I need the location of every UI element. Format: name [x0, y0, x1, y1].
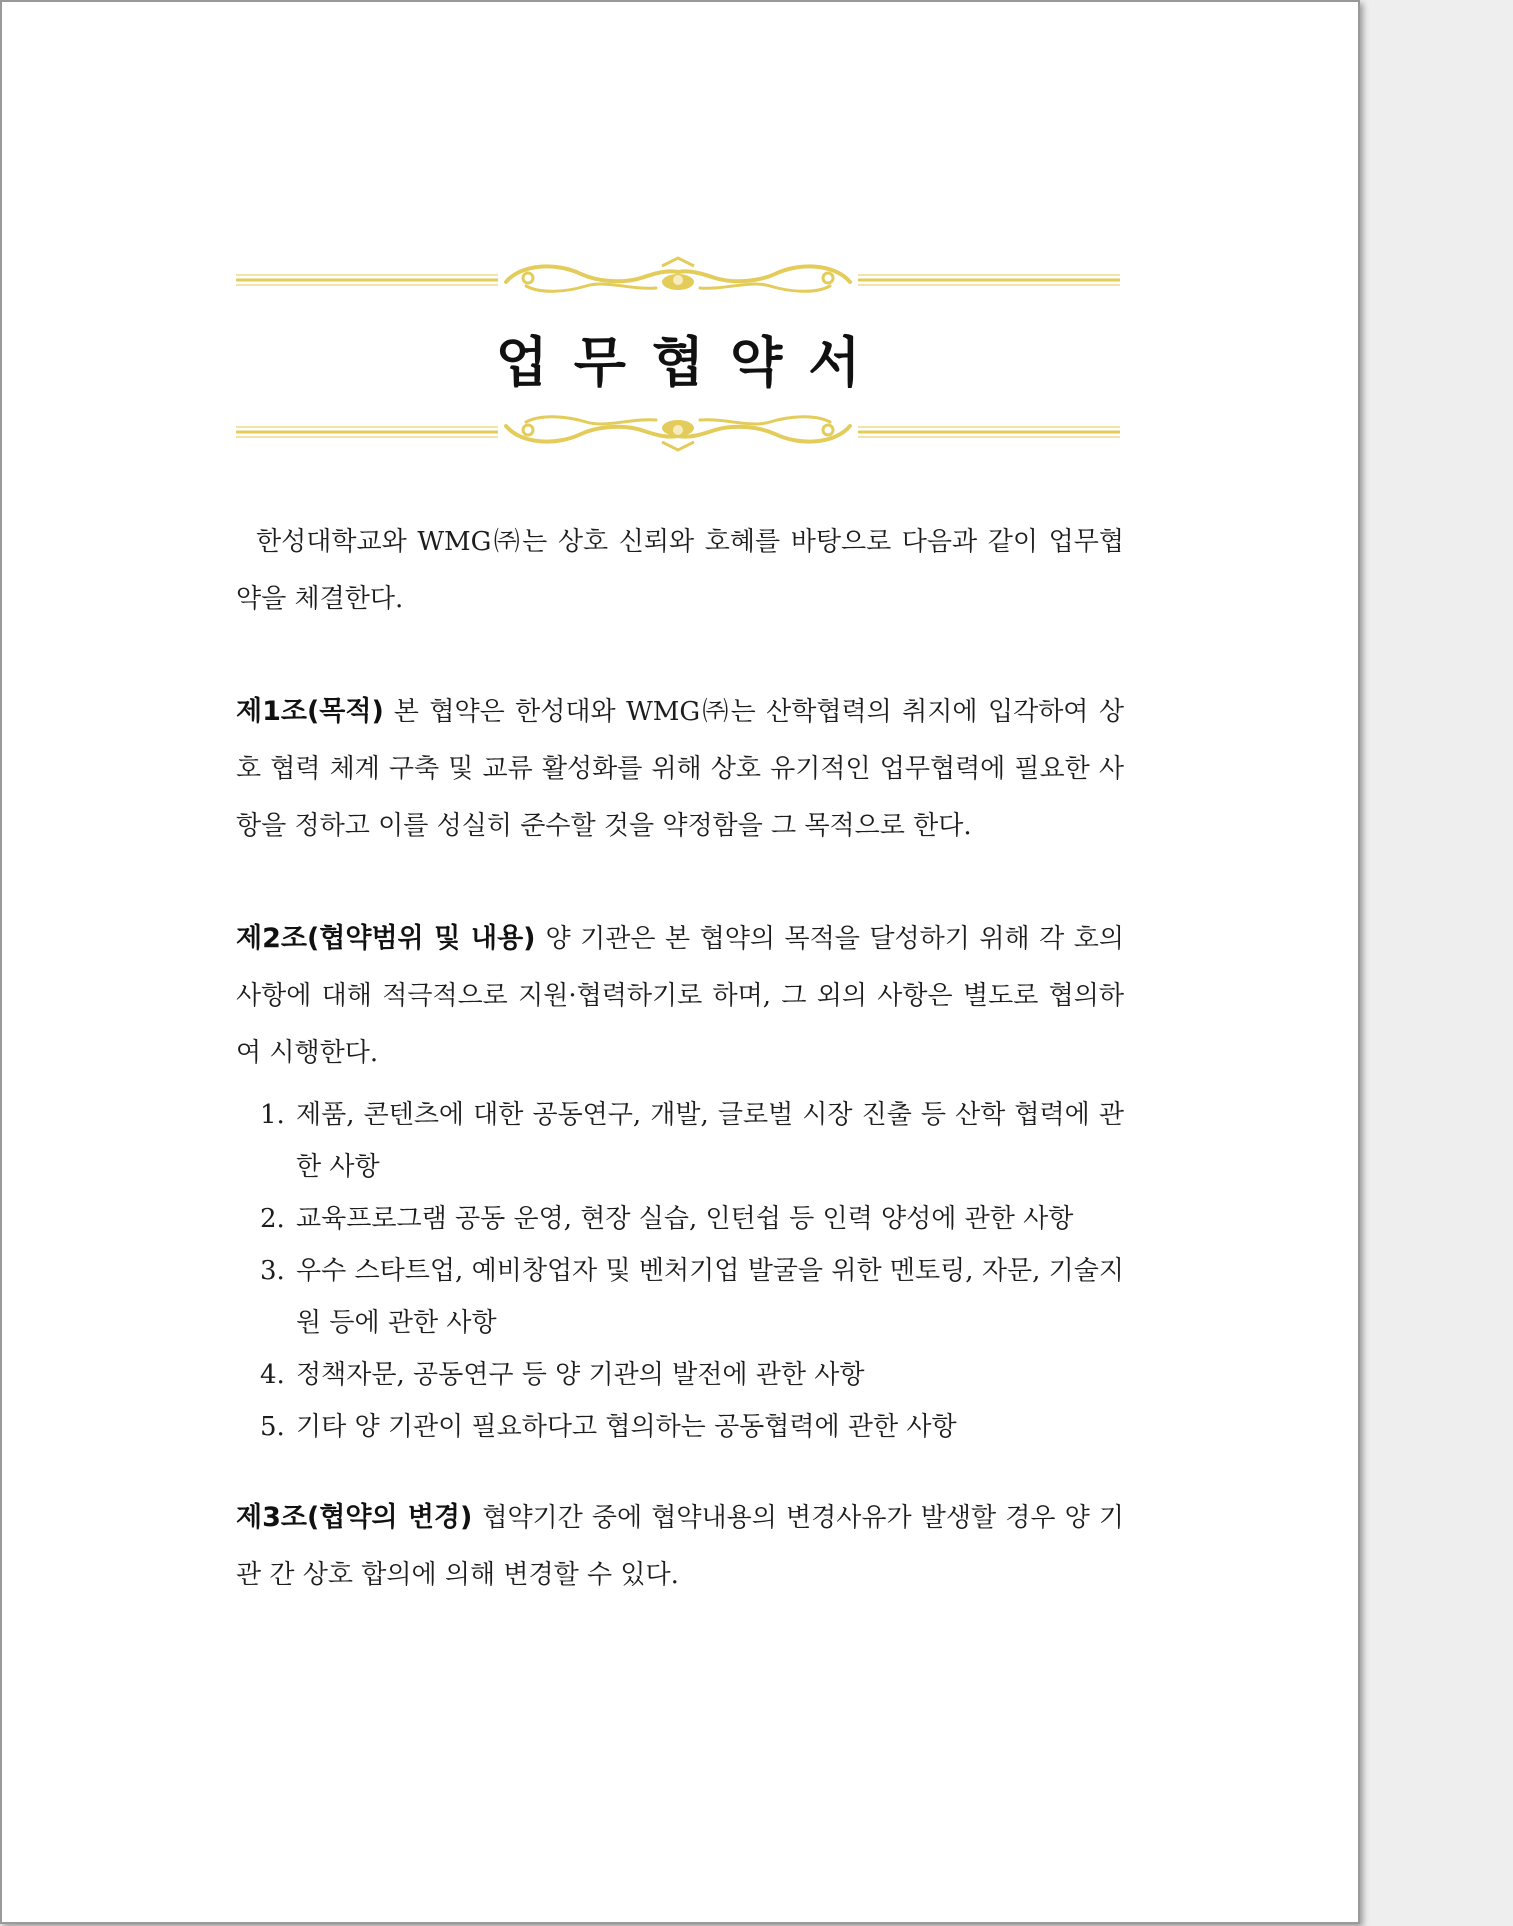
gold-scroll-ornament-icon [236, 408, 1120, 452]
item-number: 1. [260, 1100, 285, 1130]
list-item [260, 1089, 1124, 1193]
list-item [260, 1245, 1124, 1349]
intro-paragraph: 한성대학교와 WMG㈜는 상호 신뢰와 호혜를 바탕으로 다음과 같이 업무협약을 체결한다. [236, 527, 1124, 614]
item-number: 5. [260, 1412, 285, 1442]
article-3-text: 협약기간 중에 협약내용의 변경사유가 발생할 경우 양 기관 간 상호 합의에 의해 변경할 수 있다. [236, 1503, 1124, 1590]
list-item [260, 1401, 1124, 1453]
article-2-heading: 제2조(협약범위 및 내용) [236, 923, 536, 954]
item-text: 정책자문, 공동연구 등 양 기관의 발전에 관한 사항 [296, 1360, 865, 1390]
article-3-heading: 제3조(협약의 변경) [236, 1502, 473, 1533]
item-text: 우수 스타트업, 예비창업자 및 벤처기업 발굴을 위한 멘토링, 자문, 기술지원 등에 관한 사항 [296, 1256, 1124, 1338]
article-2-item-list [260, 1089, 1124, 1453]
article-1-heading: 제1조(목적) [236, 696, 384, 727]
item-text: 교육프로그램 공동 운영, 현장 실습, 인턴쉽 등 인력 양성에 관한 사항 [296, 1204, 1074, 1234]
list-item [260, 1349, 1124, 1401]
item-text: 기타 양 기관이 필요하다고 협의하는 공동협력에 관한 사항 [296, 1412, 957, 1442]
document-title: 업무협약서 [495, 331, 887, 394]
item-text: 제품, 콘텐츠에 대한 공동연구, 개발, 글로벌 시장 진출 등 산학 협력에 관한 사항 [296, 1100, 1124, 1182]
article-1-text: 본 협약은 한성대와 WMG㈜는 산학협력의 취지에 입각하여 상호 협력 체계 구축 및 교류 활성화를 위해 상호 유기적인 업무협력에 필요한 사항을 정하고 이를 성실히 준수할 것을 약정함을 그 목적으로 한다. [236, 697, 1124, 841]
item-number: 4. [260, 1360, 285, 1390]
item-number: 2. [260, 1204, 285, 1234]
gold-scroll-ornament-icon [236, 256, 1120, 300]
article-2 [236, 910, 1124, 1082]
list-item [260, 1193, 1124, 1245]
article-3 [236, 1489, 1124, 1604]
item-number: 3. [260, 1256, 285, 1286]
article-2-text: 양 기관은 본 협약의 목적을 달성하기 위해 각 호의 사항에 대해 적극적으로 지원·협력하기로 하며, 그 외의 사항은 별도로 협의하여 시행한다. [236, 924, 1124, 1068]
article-1 [236, 683, 1124, 855]
